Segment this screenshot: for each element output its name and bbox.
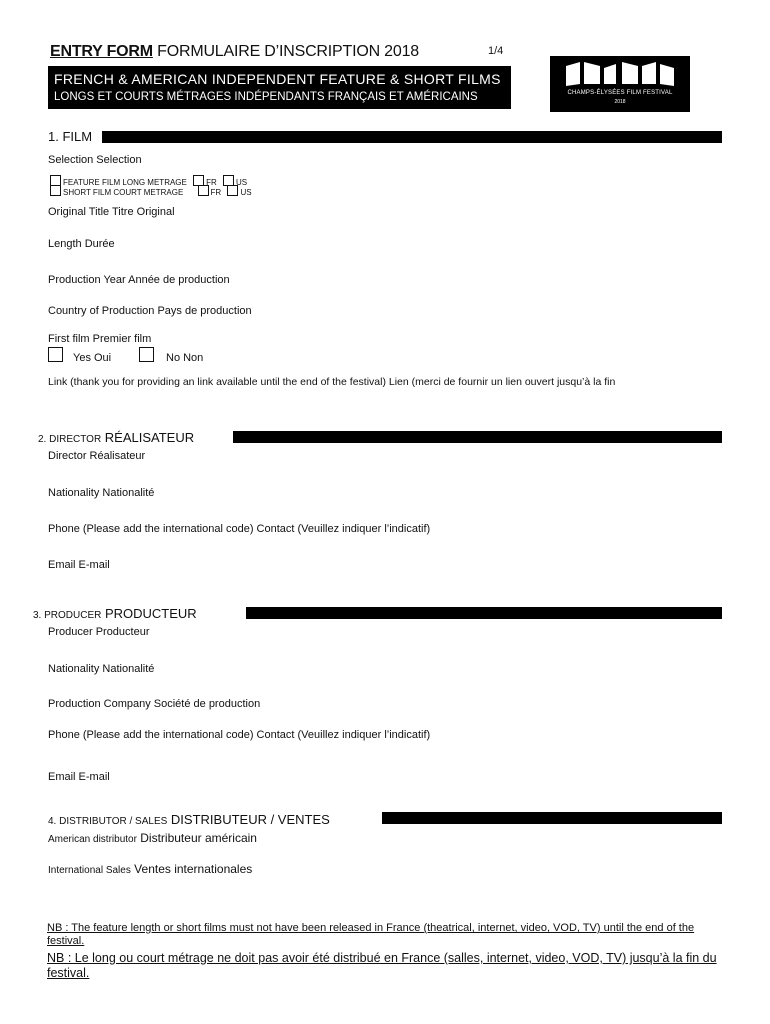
- note-english: NB : The feature length or short films must not have been released in France (theatrical, internet, video, VOD, TV) until the end of the festival.: [47, 922, 695, 947]
- first-film-yes-checkbox[interactable]: [48, 347, 63, 362]
- producer-phone-field[interactable]: Phone (Please add the international code) Contact (Veuillez indiquer l’indicatif): [48, 729, 431, 741]
- form-title-bold: ENTRY FORM: [50, 43, 153, 60]
- director-heading-en: 2. DIRECTOR: [38, 434, 102, 445]
- american-distributor-label: American distributor: [48, 834, 137, 845]
- producer-email-field[interactable]: Email E-mail: [48, 771, 110, 783]
- original-title-field[interactable]: Original Title Titre Original: [48, 206, 175, 218]
- note-french: NB : Le long ou court métrage ne doit pas avoir été distribué en France (salles, internet, video, VOD, TV) jusqu’à la fin du festival.: [47, 951, 717, 980]
- banner-line-2: LONGS ET COURTS MÉTRAGES INDÉPENDANTS FRANÇAIS ET AMÉRICAINS: [54, 91, 478, 103]
- international-sales-label-fr: Ventes internationales: [130, 862, 253, 876]
- distributor-heading-fr: DISTRIBUTEUR / VENTES: [167, 812, 330, 827]
- form-title-rest: FORMULAIRE D’INSCRIPTION 2018: [152, 43, 419, 60]
- section-producer-bar: [246, 607, 722, 619]
- first-film-no-label: No Non: [166, 352, 204, 364]
- director-phone-field[interactable]: Phone (Please add the international code) Contact (Veuillez indiquer l’indicatif): [48, 523, 431, 535]
- feature-us-label: US: [236, 178, 248, 187]
- director-field[interactable]: Director Réalisateur: [48, 450, 146, 462]
- short-film-label: SHORT FILM COURT METRAGE: [63, 188, 184, 197]
- first-film-yes-label: Yes Oui: [73, 352, 112, 364]
- section-director-bar: [233, 431, 722, 443]
- section-film-heading: 1. FILM: [48, 129, 93, 144]
- director-nationality-field[interactable]: Nationality Nationalité: [48, 487, 155, 499]
- logo-skyline-icon: [550, 56, 690, 90]
- short-fr-label: FR: [210, 188, 222, 197]
- section-film-bar: [102, 131, 722, 143]
- section-distributor-bar: [382, 812, 722, 824]
- banner-line-1: FRENCH & AMERICAN INDEPENDENT FEATURE & SHORT FILMS: [54, 71, 501, 87]
- international-sales-field[interactable]: [48, 863, 252, 877]
- short-film-row: [50, 185, 252, 198]
- link-field[interactable]: Link (thank you for providing an link available until the end of the festival) Lien (merci de fournir un lien ouvert jusqu’à la fin: [48, 376, 616, 388]
- title-banner: [48, 66, 511, 109]
- logo-text: CHAMPS-ÉLYSÉES FILM FESTIVAL: [567, 90, 673, 96]
- american-distributor-label-fr: Distributeur américain: [136, 831, 257, 845]
- producer-heading-fr: PRODUCTEUR: [101, 606, 197, 621]
- form-title: [50, 42, 419, 62]
- short-film-checkbox[interactable]: [50, 185, 61, 196]
- distributor-heading-en: 4. DISTRIBUTOR / SALES: [48, 816, 168, 827]
- length-field[interactable]: Length Durée: [48, 238, 115, 250]
- section-distributor-heading: [48, 812, 330, 829]
- production-company-field[interactable]: Production Company Société de production: [48, 698, 261, 710]
- first-film-label: First film Premier film: [48, 333, 152, 345]
- section-director-heading: [38, 430, 194, 447]
- short-fr-checkbox[interactable]: [198, 185, 209, 196]
- international-sales-label: International Sales: [48, 865, 131, 876]
- feature-fr-label: FR: [206, 178, 217, 187]
- first-film-no-checkbox[interactable]: [139, 347, 154, 362]
- american-distributor-field[interactable]: [48, 832, 257, 846]
- selection-label: Selection Selection: [48, 154, 142, 166]
- page-number: 1/4: [488, 45, 504, 57]
- logo-year: 2018: [614, 99, 626, 105]
- feature-film-label: FEATURE FILM LONG METRAGE: [63, 178, 187, 187]
- production-year-field[interactable]: Production Year Année de production: [48, 274, 230, 286]
- director-heading-fr: RÉALISATEUR: [101, 430, 195, 445]
- short-us-checkbox[interactable]: [227, 185, 238, 196]
- producer-nationality-field[interactable]: Nationality Nationalité: [48, 663, 155, 675]
- director-email-field[interactable]: Email E-mail: [48, 559, 110, 571]
- section-producer-heading: [33, 606, 197, 623]
- festival-logo: [550, 56, 690, 112]
- producer-field[interactable]: Producer Producteur: [48, 626, 150, 638]
- producer-heading-en: 3. PRODUCER: [33, 610, 102, 621]
- short-us-label: US: [240, 188, 252, 197]
- country-field[interactable]: Country of Production Pays de production: [48, 305, 252, 317]
